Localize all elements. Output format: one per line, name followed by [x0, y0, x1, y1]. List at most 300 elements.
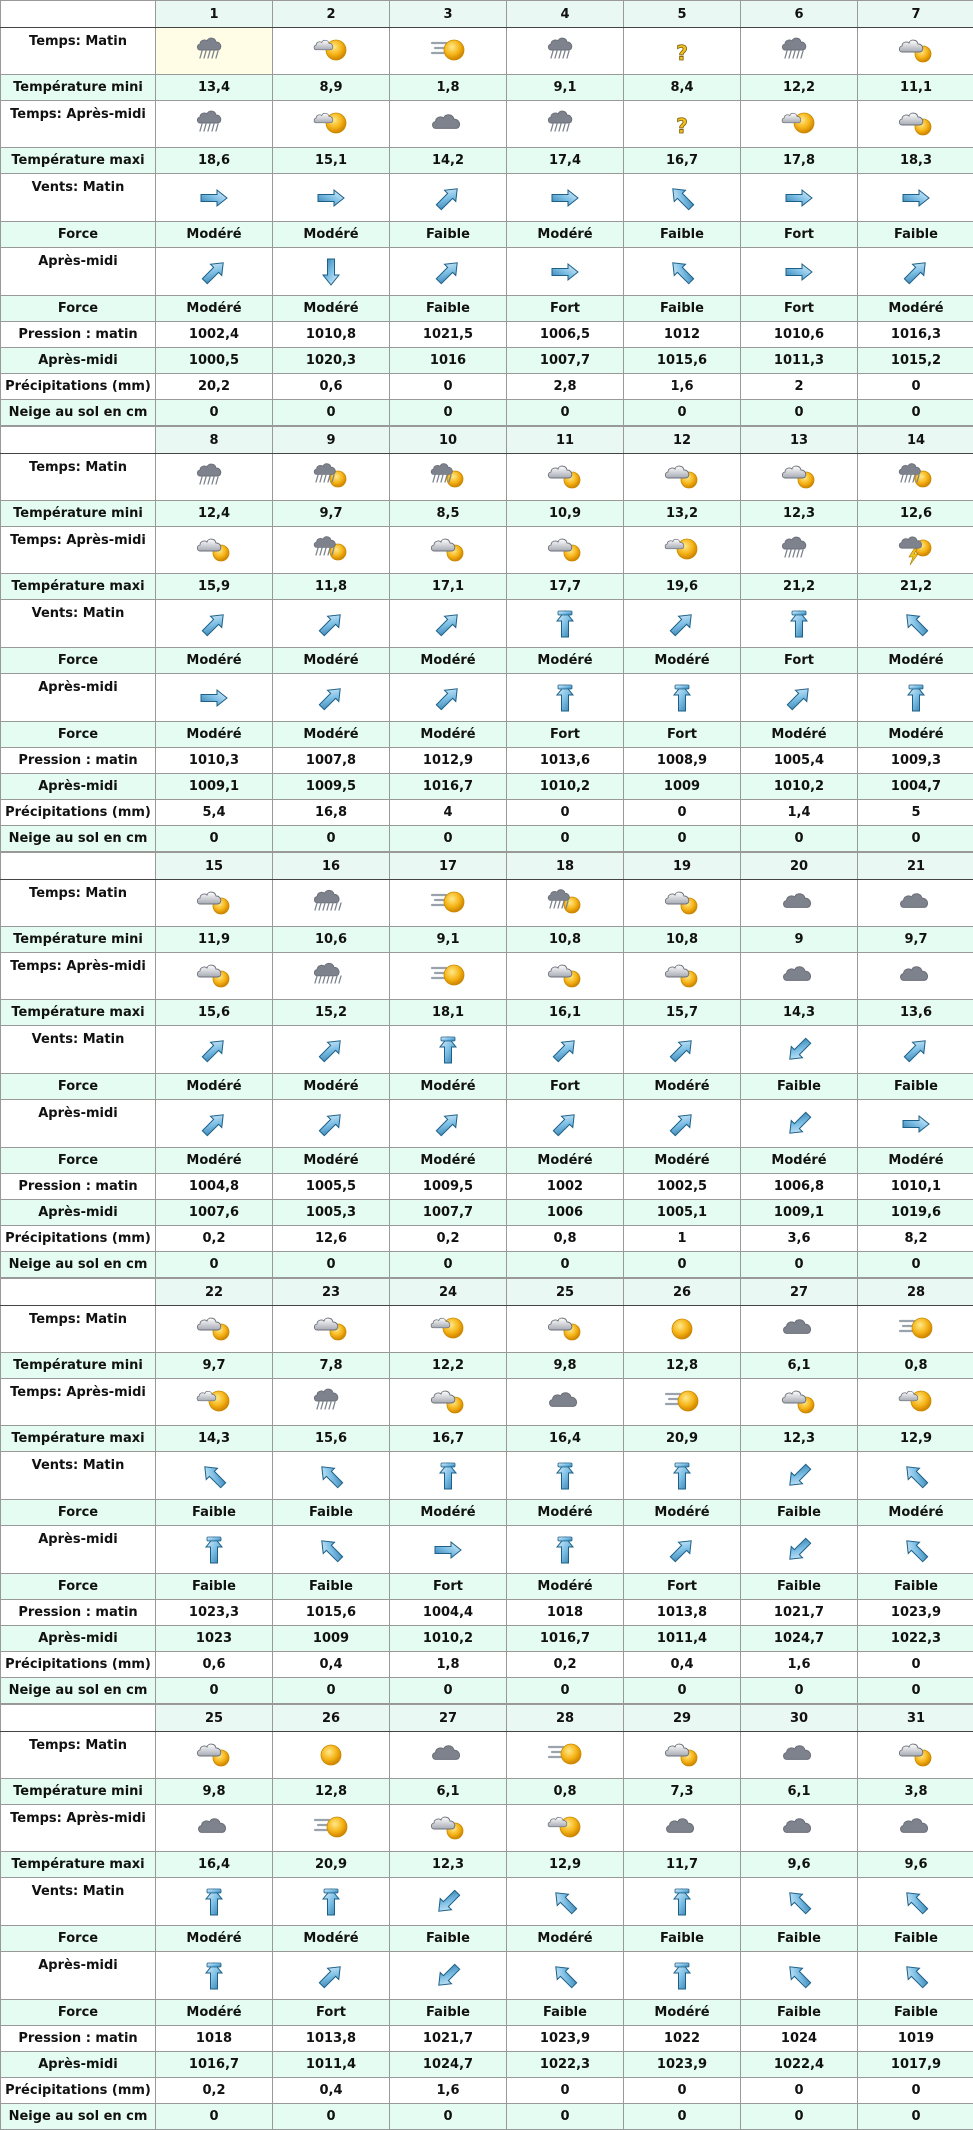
pr-cell: 0,4 — [273, 2078, 390, 2104]
day-cell: 19 — [624, 853, 741, 880]
rain-icon — [194, 460, 234, 494]
wind-morning-label: Vents: Matin — [1, 1026, 156, 1074]
pm-cell: 1010,8 — [273, 322, 390, 348]
wind-morning-cell — [273, 600, 390, 648]
wind-arrow-icon — [196, 1108, 232, 1140]
fa-cell: Modéré — [858, 1148, 973, 1174]
cloud-sun-icon — [194, 886, 234, 920]
wind-afternoon-cell — [741, 1952, 858, 2000]
pm-cell: 1018 — [156, 2026, 273, 2052]
weather-morning-cell — [741, 28, 858, 75]
pr-cell: 1,6 — [390, 2078, 507, 2104]
fa-cell: Fort — [273, 2000, 390, 2026]
temp-max-row — [1, 1426, 973, 1452]
force-morning-row — [1, 1500, 973, 1526]
pm-cell: 1002 — [507, 1174, 624, 1200]
weather-morning-row — [1, 880, 973, 927]
pr-cell: 20,2 — [156, 374, 273, 400]
weather-morning-cell — [624, 880, 741, 927]
pr-cell: 0,2 — [390, 1226, 507, 1252]
day-cell: 15 — [156, 853, 273, 880]
pa-cell: 1011,4 — [624, 1626, 741, 1652]
wind-afternoon-cell — [507, 248, 624, 296]
fa-cell: Modéré — [156, 1148, 273, 1174]
wind-arrow-icon — [430, 682, 466, 714]
weather-morning-label: Temps: Matin — [1, 454, 156, 501]
pm-cell: 1021,5 — [390, 322, 507, 348]
svg-text:?: ? — [676, 114, 688, 138]
cloud-sun-icon — [779, 1385, 819, 1419]
pressure-afternoon-row — [1, 1200, 973, 1226]
pressure-afternoon-row — [1, 774, 973, 800]
weather-afternoon-cell — [390, 527, 507, 574]
rain-icon — [311, 1385, 351, 1419]
tmin-cell: 10,9 — [507, 501, 624, 527]
rain-sun-icon — [428, 460, 468, 494]
sun-wind-icon — [428, 886, 468, 920]
wind-afternoon-label: Après-midi — [1, 674, 156, 722]
tmin-cell: 9,7 — [273, 501, 390, 527]
pa-cell: 1010,2 — [390, 1626, 507, 1652]
pa-cell: 1011,3 — [741, 348, 858, 374]
sn-cell: 0 — [390, 400, 507, 426]
cloud-sun-icon — [428, 1811, 468, 1845]
tmin-cell: 6,1 — [741, 1353, 858, 1379]
rain-icon — [194, 34, 234, 68]
pm-cell: 1004,4 — [390, 1600, 507, 1626]
wind-arrow-icon — [898, 1886, 934, 1918]
wind-arrow-icon — [898, 608, 934, 640]
pa-cell: 1020,3 — [273, 348, 390, 374]
wind-afternoon-label: Après-midi — [1, 1526, 156, 1574]
tmax-cell: 13,6 — [858, 1000, 973, 1026]
precipitation-label: Précipitations (mm) — [1, 2078, 156, 2104]
cloud-sun-icon — [896, 1738, 936, 1772]
force-afternoon-row — [1, 296, 973, 322]
fm-cell: Modéré — [390, 1500, 507, 1526]
force-afternoon-row — [1, 2000, 973, 2026]
pm-cell: 1012 — [624, 322, 741, 348]
heavy-rain-icon — [311, 886, 351, 920]
wind-arrow-icon — [547, 1460, 583, 1492]
wind-arrow-icon — [430, 1534, 466, 1566]
tmax-cell: 15,7 — [624, 1000, 741, 1026]
wind-arrow-icon — [898, 256, 934, 288]
day-cell: 10 — [390, 427, 507, 454]
cloud-icon — [779, 1738, 819, 1772]
cloud-icon — [545, 1385, 585, 1419]
wind-morning-cell — [741, 1452, 858, 1500]
pr-cell: 0 — [624, 2078, 741, 2104]
wind-arrow-icon — [313, 1034, 349, 1066]
weather-afternoon-cell — [507, 1379, 624, 1426]
weather-morning-cell — [390, 1306, 507, 1353]
tmax-cell: 12,3 — [390, 1852, 507, 1878]
pr-cell: 0,6 — [273, 374, 390, 400]
wind-afternoon-cell — [273, 248, 390, 296]
fa-cell: Fort — [624, 722, 741, 748]
fm-cell: Modéré — [273, 1074, 390, 1100]
weather-morning-cell — [858, 28, 973, 75]
fa-cell: Faible — [741, 2000, 858, 2026]
fm-cell: Faible — [741, 1074, 858, 1100]
cloud-sun-icon — [545, 460, 585, 494]
weather-afternoon-cell — [741, 953, 858, 1000]
day-header-row — [1, 1, 973, 28]
force-afternoon-row — [1, 1148, 973, 1174]
fa-cell: Modéré — [741, 722, 858, 748]
sun-cloud-icon — [662, 533, 702, 567]
tmin-cell: 3,8 — [858, 1779, 973, 1805]
day-header-row — [1, 853, 973, 880]
sun-cloud-icon — [311, 107, 351, 141]
wind-afternoon-cell — [507, 1526, 624, 1574]
fm-cell: Faible — [390, 222, 507, 248]
pa-cell: 1024,7 — [741, 1626, 858, 1652]
wind-afternoon-cell — [156, 674, 273, 722]
wind-morning-row — [1, 1026, 973, 1074]
force-morning-row — [1, 222, 973, 248]
cloud-sun-icon — [311, 1312, 351, 1346]
wind-afternoon-cell — [741, 674, 858, 722]
sun-wind-icon — [428, 34, 468, 68]
wind-morning-cell — [273, 1878, 390, 1926]
sn-cell: 0 — [390, 1678, 507, 1704]
pr-cell: 2,8 — [507, 374, 624, 400]
force-afternoon-label: Force — [1, 1148, 156, 1174]
day-cell: 12 — [624, 427, 741, 454]
precipitation-row — [1, 1226, 973, 1252]
cloud-sun-icon — [545, 533, 585, 567]
day-cell: 5 — [624, 1, 741, 28]
day-cell: 20 — [741, 853, 858, 880]
weather-afternoon-cell — [273, 101, 390, 148]
pm-cell: 1023,9 — [507, 2026, 624, 2052]
wind-arrow-icon — [313, 682, 349, 714]
fm-cell: Modéré — [507, 1500, 624, 1526]
pm-cell: 1006,5 — [507, 322, 624, 348]
wind-morning-cell — [741, 174, 858, 222]
fa-cell: Fort — [507, 296, 624, 322]
wind-afternoon-row — [1, 1952, 973, 2000]
fa-cell: Faible — [273, 1574, 390, 1600]
wind-morning-cell — [390, 174, 507, 222]
wind-morning-cell — [858, 174, 973, 222]
weather-afternoon-cell — [156, 953, 273, 1000]
fa-cell: Modéré — [156, 296, 273, 322]
header-corner — [1, 1705, 156, 1732]
tmax-cell: 12,9 — [507, 1852, 624, 1878]
sn-cell: 0 — [273, 2104, 390, 2130]
fm-cell: Modéré — [390, 1074, 507, 1100]
day-header-row — [1, 1705, 973, 1732]
precipitation-row — [1, 1652, 973, 1678]
wind-morning-cell — [390, 1878, 507, 1926]
weather-morning-cell — [858, 454, 973, 501]
temp-max-row — [1, 1852, 973, 1878]
wind-afternoon-cell — [858, 1526, 973, 1574]
weather-afternoon-cell — [507, 953, 624, 1000]
wind-morning-cell — [156, 1452, 273, 1500]
week-table — [0, 0, 973, 426]
temp-max-label: Température maxi — [1, 1000, 156, 1026]
header-corner — [1, 427, 156, 454]
pm-cell: 1013,8 — [624, 1600, 741, 1626]
tmin-cell: 9,1 — [507, 75, 624, 101]
pr-cell: 0,2 — [156, 1226, 273, 1252]
cloud-sun-icon — [662, 886, 702, 920]
pr-cell: 0,6 — [156, 1652, 273, 1678]
snow-label: Neige au sol en cm — [1, 1252, 156, 1278]
pr-cell: 0 — [624, 800, 741, 826]
wind-arrow-icon — [430, 1460, 466, 1492]
cloud-sun-icon — [662, 460, 702, 494]
tmax-cell: 21,2 — [858, 574, 973, 600]
weather-morning-cell — [624, 28, 741, 75]
day-header-row — [1, 427, 973, 454]
fa-cell: Modéré — [741, 1148, 858, 1174]
weather-morning-cell — [156, 28, 273, 75]
fa-cell: Modéré — [156, 722, 273, 748]
fm-cell: Modéré — [624, 648, 741, 674]
wind-afternoon-cell — [156, 1526, 273, 1574]
tmin-cell: 9,7 — [156, 1353, 273, 1379]
wind-afternoon-cell — [741, 1100, 858, 1148]
cloud-sun-icon — [428, 1385, 468, 1419]
fa-cell: Modéré — [858, 296, 973, 322]
wind-afternoon-row — [1, 674, 973, 722]
pr-cell: 1 — [624, 1226, 741, 1252]
wind-morning-cell — [858, 1878, 973, 1926]
fm-cell: Modéré — [858, 1500, 973, 1526]
wind-morning-label: Vents: Matin — [1, 1452, 156, 1500]
day-cell: 25 — [156, 1705, 273, 1732]
pressure-morning-row — [1, 1600, 973, 1626]
weather-morning-cell — [741, 1732, 858, 1779]
header-corner — [1, 1, 156, 28]
pr-cell: 4 — [390, 800, 507, 826]
weather-afternoon-cell — [390, 953, 507, 1000]
weather-afternoon-cell — [741, 1805, 858, 1852]
snow-row — [1, 1678, 973, 1704]
wind-arrow-icon — [196, 1460, 232, 1492]
wind-arrow-icon — [430, 608, 466, 640]
pm-cell: 1005,5 — [273, 1174, 390, 1200]
weather-morning-cell — [507, 1732, 624, 1779]
rain-icon — [779, 533, 819, 567]
weather-afternoon-cell — [156, 1805, 273, 1852]
weather-afternoon-row — [1, 1805, 973, 1852]
cloud-sun-icon — [545, 959, 585, 993]
cloud-sun-icon — [194, 1312, 234, 1346]
wind-arrow-icon — [547, 1108, 583, 1140]
rain-sun-icon — [311, 533, 351, 567]
wind-afternoon-cell — [741, 248, 858, 296]
wind-arrow-icon — [547, 182, 583, 214]
week-table — [0, 1704, 973, 2130]
cloud-sun-icon — [896, 107, 936, 141]
wind-arrow-icon — [430, 256, 466, 288]
weather-afternoon-cell — [273, 527, 390, 574]
day-cell: 14 — [858, 427, 973, 454]
weather-afternoon-row — [1, 1379, 973, 1426]
tmin-cell: 13,2 — [624, 501, 741, 527]
pa-cell: 1007,6 — [156, 1200, 273, 1226]
cloud-sun-icon — [662, 959, 702, 993]
weather-afternoon-cell — [507, 527, 624, 574]
wind-afternoon-cell — [858, 1100, 973, 1148]
fa-cell: Modéré — [273, 1148, 390, 1174]
pa-cell: 1009,1 — [156, 774, 273, 800]
pa-cell: 1024,7 — [390, 2052, 507, 2078]
wind-arrow-icon — [898, 1534, 934, 1566]
sn-cell: 0 — [624, 1678, 741, 1704]
day-cell: 27 — [741, 1279, 858, 1306]
sn-cell: 0 — [858, 400, 973, 426]
sn-cell: 0 — [507, 400, 624, 426]
sn-cell: 0 — [624, 826, 741, 852]
tmax-cell: 21,2 — [741, 574, 858, 600]
pa-cell: 1023 — [156, 1626, 273, 1652]
tmin-cell: 0,8 — [858, 1353, 973, 1379]
tmin-cell: 10,6 — [273, 927, 390, 953]
force-morning-label: Force — [1, 1500, 156, 1526]
pr-cell: 0 — [507, 2078, 624, 2104]
cloud-icon — [896, 886, 936, 920]
weather-morning-cell — [273, 880, 390, 927]
tmax-cell: 9,6 — [741, 1852, 858, 1878]
wind-morning-cell — [507, 1452, 624, 1500]
pressure-morning-row — [1, 2026, 973, 2052]
weather-afternoon-label: Temps: Après-midi — [1, 1379, 156, 1426]
wind-morning-cell — [858, 600, 973, 648]
wind-afternoon-cell — [624, 1100, 741, 1148]
weather-afternoon-row — [1, 953, 973, 1000]
pa-cell: 1007,7 — [390, 1200, 507, 1226]
sn-cell: 0 — [507, 2104, 624, 2130]
sn-cell: 0 — [741, 2104, 858, 2130]
wind-arrow-icon — [664, 1460, 700, 1492]
sn-cell: 0 — [741, 1678, 858, 1704]
wind-arrow-icon — [196, 682, 232, 714]
sn-cell: 0 — [273, 826, 390, 852]
weather-afternoon-cell — [390, 101, 507, 148]
pa-cell: 1015,2 — [858, 348, 973, 374]
wind-arrow-icon — [196, 1534, 232, 1566]
force-morning-row — [1, 648, 973, 674]
weather-morning-cell — [507, 1306, 624, 1353]
fm-cell: Modéré — [156, 222, 273, 248]
fm-cell: Fort — [507, 1074, 624, 1100]
pa-cell: 1007,7 — [507, 348, 624, 374]
wind-arrow-icon — [664, 182, 700, 214]
day-cell: 26 — [273, 1705, 390, 1732]
sn-cell: 0 — [156, 1252, 273, 1278]
wind-arrow-icon — [781, 182, 817, 214]
force-morning-label: Force — [1, 1074, 156, 1100]
precipitation-row — [1, 800, 973, 826]
snow-label: Neige au sol en cm — [1, 2104, 156, 2130]
pm-cell: 1007,8 — [273, 748, 390, 774]
sn-cell: 0 — [390, 1252, 507, 1278]
force-afternoon-row — [1, 722, 973, 748]
weather-afternoon-cell — [624, 953, 741, 1000]
weather-morning-cell — [390, 454, 507, 501]
wind-arrow-icon — [547, 1534, 583, 1566]
svg-text:?: ? — [676, 41, 688, 65]
weather-morning-cell — [273, 28, 390, 75]
weather-morning-cell — [156, 454, 273, 501]
pr-cell: 16,8 — [273, 800, 390, 826]
pm-cell: 1012,9 — [390, 748, 507, 774]
wind-arrow-icon — [196, 182, 232, 214]
tmin-cell: 11,9 — [156, 927, 273, 953]
wind-morning-cell — [507, 174, 624, 222]
pa-cell: 1011,4 — [273, 2052, 390, 2078]
fa-cell: Faible — [156, 1574, 273, 1600]
weather-morning-cell — [273, 454, 390, 501]
day-cell: 25 — [507, 1279, 624, 1306]
wind-arrow-icon — [313, 1460, 349, 1492]
fa-cell: Modéré — [507, 1148, 624, 1174]
day-cell: 17 — [390, 853, 507, 880]
fa-cell: Modéré — [390, 1148, 507, 1174]
sn-cell: 0 — [624, 2104, 741, 2130]
force-morning-row — [1, 1074, 973, 1100]
wind-afternoon-cell — [741, 1526, 858, 1574]
pr-cell: 8,2 — [858, 1226, 973, 1252]
weather-afternoon-cell — [156, 527, 273, 574]
pa-cell: 1009,5 — [273, 774, 390, 800]
wind-arrow-icon — [196, 608, 232, 640]
fm-cell: Faible — [390, 1926, 507, 1952]
wind-afternoon-label: Après-midi — [1, 1952, 156, 2000]
pa-cell: 1005,1 — [624, 1200, 741, 1226]
precipitation-label: Précipitations (mm) — [1, 1652, 156, 1678]
pr-cell: 0 — [390, 374, 507, 400]
cloud-sun-icon — [194, 533, 234, 567]
tmin-cell: 9,8 — [507, 1353, 624, 1379]
cloud-sun-icon — [662, 1738, 702, 1772]
weather-afternoon-cell — [156, 101, 273, 148]
header-corner — [1, 1279, 156, 1306]
wind-morning-row — [1, 1452, 973, 1500]
wind-arrow-icon — [196, 1034, 232, 1066]
sun-cloud-icon — [194, 1385, 234, 1419]
sn-cell: 0 — [858, 1252, 973, 1278]
wind-arrow-icon — [664, 1108, 700, 1140]
pr-cell: 0 — [858, 374, 973, 400]
tmax-cell: 16,4 — [156, 1852, 273, 1878]
weather-morning-cell — [273, 1306, 390, 1353]
rain-sun-icon — [896, 460, 936, 494]
wind-arrow-icon — [664, 608, 700, 640]
force-morning-row — [1, 1926, 973, 1952]
sun-cloud-icon — [896, 1385, 936, 1419]
pm-cell: 1009,5 — [390, 1174, 507, 1200]
weather-morning-cell — [858, 1732, 973, 1779]
cloud-icon — [779, 886, 819, 920]
weather-morning-cell — [156, 880, 273, 927]
wind-arrow-icon — [781, 1034, 817, 1066]
wind-morning-cell — [507, 1026, 624, 1074]
header-corner — [1, 853, 156, 880]
day-cell: 18 — [507, 853, 624, 880]
force-morning-label: Force — [1, 648, 156, 674]
weather-afternoon-cell — [858, 1379, 973, 1426]
fm-cell: Faible — [858, 222, 973, 248]
force-afternoon-row — [1, 1574, 973, 1600]
